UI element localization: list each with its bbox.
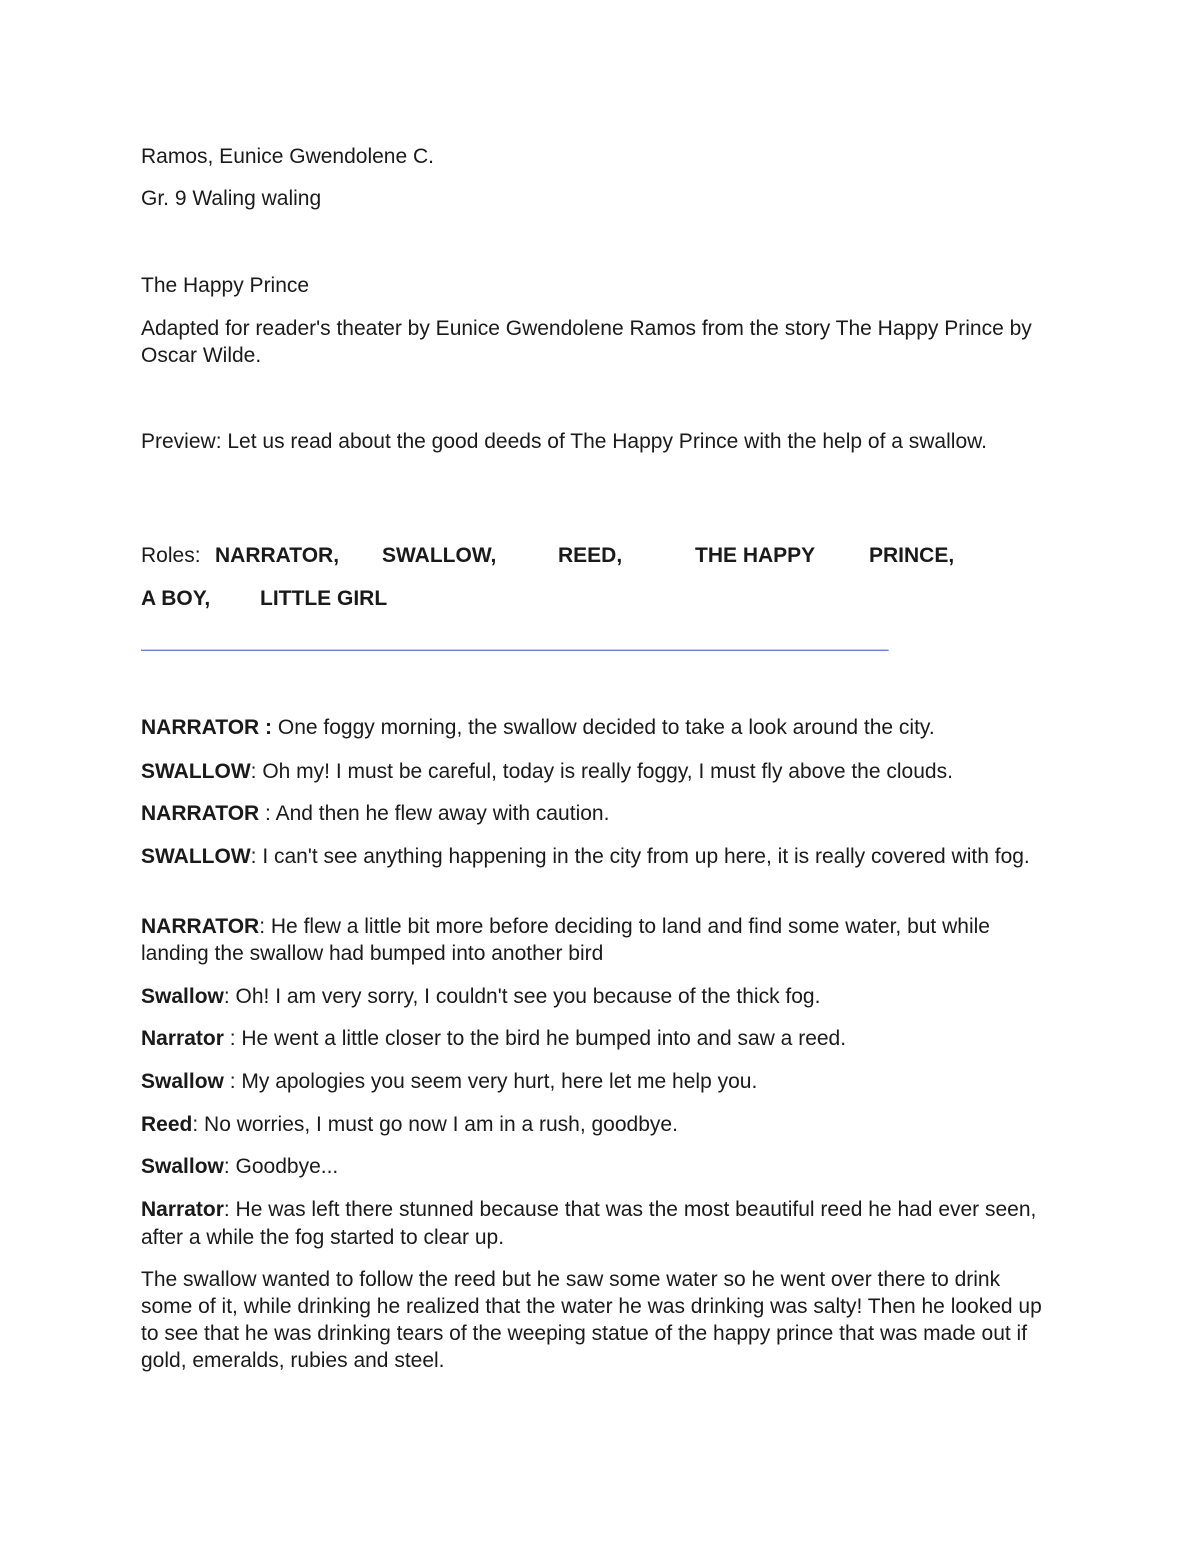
grade-section: Gr. 9 Waling waling — [141, 187, 322, 210]
script-line — [141, 1068, 1056, 1095]
dialogue-text: : Oh! I am very sorry, I couldn't see you because of the thick fog. — [223, 985, 821, 1008]
dialogue-text: One foggy morning, the swallow decided to take a look around the city. — [272, 716, 935, 739]
dialogue-text: : He was left there stunned because that was the most beautiful reed he had ever seen, after a while the fog started to clear up. — [141, 1198, 1037, 1249]
speaker-name: Swallow — [141, 1070, 224, 1093]
script-line — [141, 1111, 1056, 1138]
preview-text: Preview: Let us read about the good deeds of The Happy Prince with the help of a swallow. — [141, 430, 987, 453]
dialogue-text: : My apologies you seem very hurt, here let me help you. — [223, 1070, 758, 1093]
role-item: REED, — [558, 544, 623, 567]
dialogue-text: : He flew a little bit more before deciding to land and find some water, but while landing the swallow had bumped into another bird — [141, 915, 990, 965]
speaker-name: SWALLOW — [141, 845, 251, 868]
speaker-name: NARRATOR : — [141, 716, 273, 739]
roles-label: Roles: — [141, 544, 201, 567]
script-line — [141, 800, 1056, 827]
speaker-name: Narrator — [141, 1198, 224, 1221]
script-line — [141, 843, 1056, 870]
script-line — [141, 1196, 1056, 1252]
speaker-name: Swallow — [141, 985, 224, 1008]
script-line — [141, 714, 1056, 741]
author-name: Ramos, Eunice Gwendolene C. — [141, 145, 434, 168]
dialogue-text: : Goodbye... — [223, 1155, 339, 1178]
dialogue-text: : Oh my! I must be careful, today is really foggy, I must fly above the clouds. — [250, 760, 953, 783]
speaker-name: Swallow — [141, 1155, 224, 1178]
adaptation-note: Adapted for reader's theater by Eunice Gwendolene Ramos from the story The Happy Prince by Oscar Wilde. — [141, 317, 1032, 367]
script-line — [141, 1153, 1056, 1180]
dialogue-text: : No worries, I must go now I am in a rush, goodbye. — [192, 1113, 678, 1136]
script-line — [141, 983, 1056, 1010]
script-line — [141, 913, 1056, 967]
dialogue-text: : He went a little closer to the bird he bumped into and saw a reed. — [223, 1027, 847, 1050]
story-title: The Happy Prince — [141, 274, 310, 297]
speaker-name: Reed — [141, 1113, 193, 1136]
section-divider: ________________________________________________________________ — [141, 629, 889, 652]
script-line — [141, 758, 1056, 785]
role-item: THE HAPPY — [695, 544, 816, 567]
role-item: LITTLE GIRL — [260, 587, 388, 610]
script-line — [141, 1025, 1056, 1052]
speaker-name: Narrator — [141, 1027, 224, 1050]
speaker-name: NARRATOR — [141, 915, 260, 938]
role-item: A BOY, — [141, 587, 211, 610]
role-item: PRINCE, — [869, 544, 955, 567]
speaker-name: SWALLOW — [141, 760, 251, 783]
closing-paragraph: The swallow wanted to follow the reed but he saw some water so he went over there to drink some of it, while drinking he realized that the water he was drinking was salty! Then he looked up to see that he was drinking tears of the weeping statue of the happy prince that was made out if gold, emeralds, rubies and steel. — [141, 1268, 1042, 1372]
role-item: NARRATOR, — [215, 544, 340, 567]
dialogue-text: : And then he flew away with caution. — [259, 802, 610, 825]
speaker-name: NARRATOR — [141, 802, 260, 825]
dialogue-text: : I can't see anything happening in the city from up here, it is really covered with fog. — [250, 845, 1030, 868]
role-item: SWALLOW, — [382, 544, 497, 567]
